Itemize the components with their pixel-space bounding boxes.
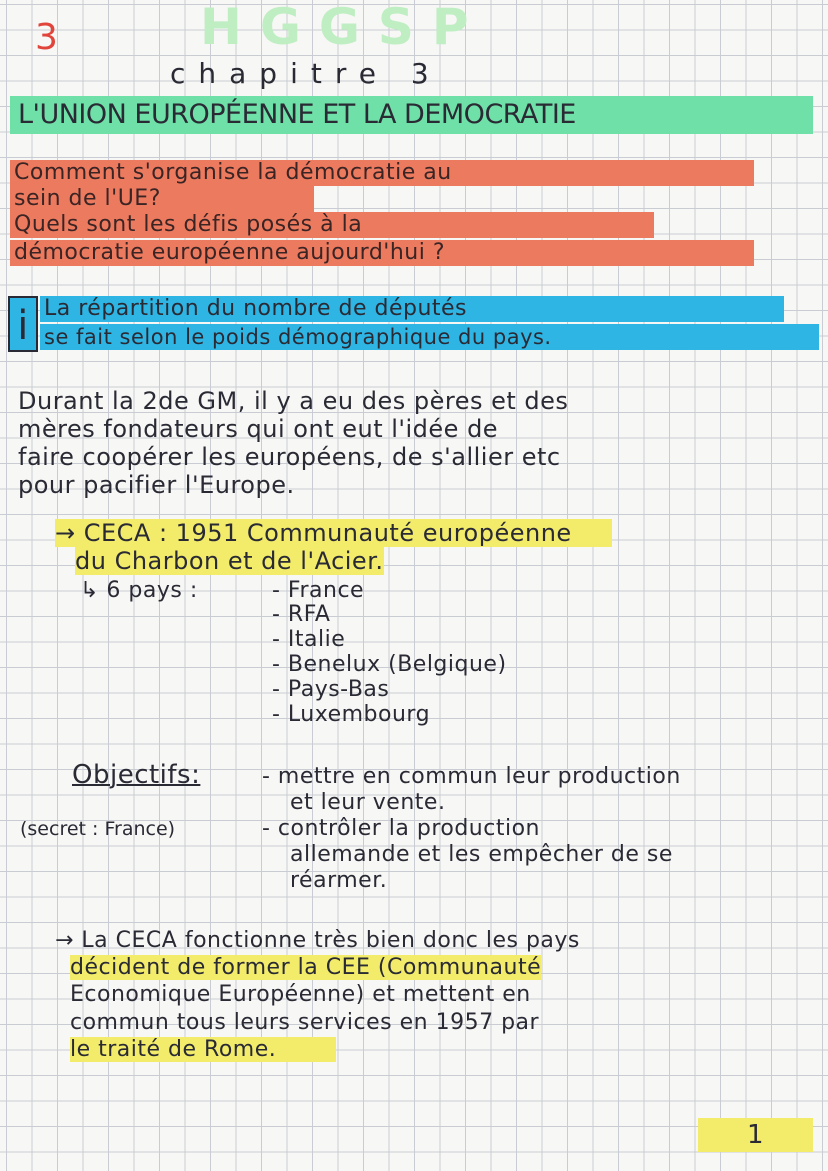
- ceca-line: [75, 548, 384, 574]
- intro-line: mères fondateurs qui ont eut l'idée de: [18, 415, 499, 443]
- objectif-line: allemande et les empêcher de se: [290, 842, 673, 867]
- conclusion-highlight: le traité de Rome.: [70, 1037, 336, 1062]
- conclusion-line: → La CECA fonctionne très bien donc les pays: [55, 928, 580, 953]
- info-line: La répartition du nombre de députés: [40, 296, 784, 322]
- conclusion-line: Economique Européenne) et mettent en: [70, 982, 531, 1007]
- question-line: démocratie européenne aujourd'hui ?: [10, 240, 754, 266]
- intro-line: faire coopérer les européens, de s'allier etc: [18, 443, 561, 471]
- intro-line: pour pacifier l'Europe.: [18, 471, 295, 499]
- ceca-line-2: du Charbon et de l'Acier.: [75, 547, 384, 575]
- objectifs-label: [72, 762, 200, 788]
- country-item: - RFA: [272, 602, 331, 627]
- question-line: sein de l'UE?: [10, 186, 314, 212]
- info-line: se fait selon le poids démographique du pays.: [40, 324, 819, 350]
- info-icon: i: [8, 296, 38, 352]
- country-item: - Italie: [272, 627, 346, 652]
- intro-line: Durant la 2de GM, il y a eu des pères et des: [18, 387, 569, 415]
- chapter-heading: chapitre 3: [170, 57, 442, 90]
- conclusion-highlight: décident de former la CEE (Communauté: [70, 955, 542, 980]
- page-label: 3: [35, 17, 59, 58]
- country-count: ↳ 6 pays :: [80, 578, 198, 603]
- watermark: HGGSP: [200, 0, 487, 56]
- objectif-line: et leur vente.: [290, 790, 446, 815]
- objectif-line: - contrôler la production: [262, 816, 540, 841]
- objectifs-secret: (secret : France): [20, 818, 176, 840]
- ceca-line: → CECA : 1951 Communauté européenne: [55, 519, 612, 547]
- objectifs-label-text: Objectifs:: [72, 760, 201, 790]
- country-item: - France: [272, 578, 365, 603]
- country-item: - Benelux (Belgique): [272, 652, 507, 677]
- conclusion-line: [70, 1037, 336, 1063]
- conclusion-line: commun tous leurs services en 1957 par: [70, 1010, 540, 1035]
- question-line: Comment s'organise la démocratie au: [10, 160, 754, 186]
- country-item: - Pays-Bas: [272, 677, 390, 702]
- page-title: L'UNION EUROPÉENNE ET LA DEMOCRATIE: [10, 96, 813, 134]
- ceca-heading: [55, 520, 612, 546]
- country-item: - Luxembourg: [272, 702, 431, 727]
- conclusion-line: [70, 955, 541, 981]
- objectif-line: réarmer.: [290, 868, 388, 893]
- page-number: 1: [698, 1118, 813, 1152]
- objectif-line: - mettre en commun leur production: [262, 764, 681, 789]
- question-line: Quels sont les défis posés à la: [10, 212, 654, 238]
